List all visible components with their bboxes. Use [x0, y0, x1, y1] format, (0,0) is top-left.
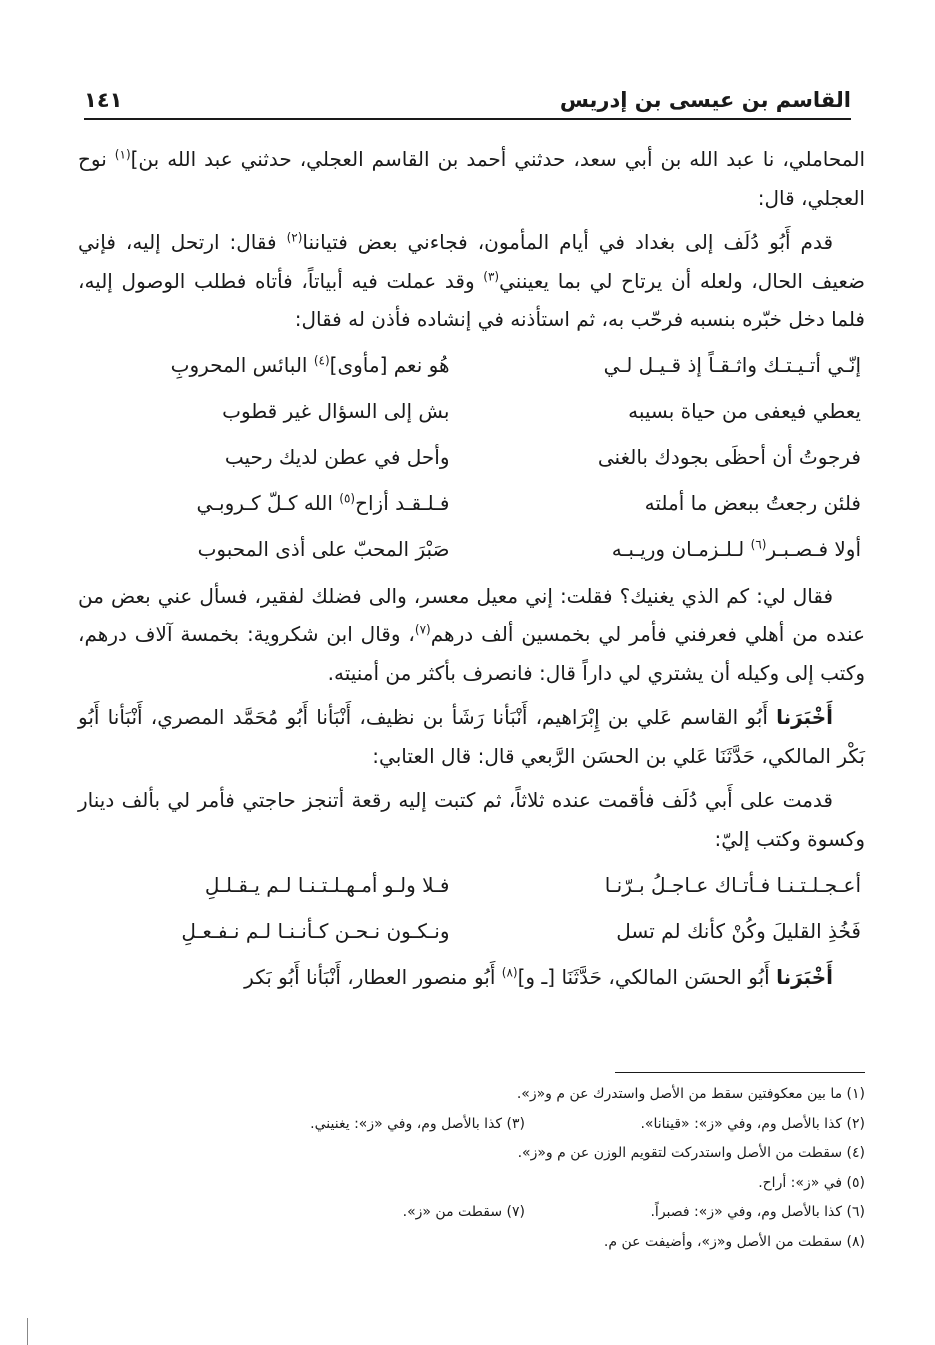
- paragraph-5: [78, 781, 865, 858]
- paragraph-3-text-a: فقال لي: كم الذي يغنيك؟ فقلت: إني معيل معسر، والى فضلك لفقير، فسأل عني بعض من عنده من أهلي فعرفني فأمر لي بخمسين ألف درهم: [78, 583, 865, 646]
- poem-2: [78, 862, 865, 954]
- verse-second-hemistich: فـلا ولـو أمـهـلـتـنـا لـم يـقـلـلِ: [204, 872, 450, 897]
- footnote-row: [84, 1110, 865, 1140]
- footnote-row: [84, 1080, 865, 1110]
- verse: [78, 435, 865, 481]
- footnote-row: [84, 1198, 865, 1228]
- verse-second-hemistich: [78, 346, 472, 385]
- footnote-divider: [615, 1072, 865, 1073]
- footnotes: [84, 1080, 865, 1257]
- akhbarana-keyword: أَخْبَرَنا: [776, 965, 833, 989]
- footnote-ref-8: (٨): [501, 965, 518, 980]
- footnote-ref-6: (٦): [750, 537, 767, 552]
- main-text: [78, 140, 865, 997]
- footnote-ref-3: (٣): [483, 268, 500, 283]
- paragraph-4-text: أَبُو القاسم عَلي بن إِبْرَاهيم، أَنْبَأنا رَشَأ بن نظيف، أَنْبَأنا أَبُو مُحَمَّد المصري، أَنْبَأنا أَبُو بَكْر المالكي، حَدَّثَنَا عَلي بن الحسَن الرَّبعي قال: قال العتابي:: [78, 705, 865, 768]
- paragraph-2-text-b: فقال: ارتحل إليه، فإني ضعيف الحال، ولعله أن يرتاح لي بما يعينني: [78, 230, 865, 293]
- paragraph-1-text-end: نوح العجلي، قال:: [78, 147, 865, 210]
- hemistich-text: لـلـزمـان وريـبـه: [611, 537, 751, 562]
- paragraph-6-text-b: أَبُو منصور العطار، أَنْبَأنا أَبُو بَكر: [244, 965, 502, 989]
- paragraph-3: [78, 577, 865, 693]
- paragraph-1: [78, 140, 865, 217]
- footnote-6: (٦) كذا بالأصل وم، وفي «ز»: فصبراً.: [650, 1204, 865, 1220]
- footnote-1: (١) ما بين معكوفتين سقط من الأصل واستدرك عن م و«ز».: [516, 1086, 865, 1102]
- verse-first-hemistich: يعطي فيعفى من حياة بسيبه: [628, 399, 861, 424]
- verse-first-hemistich: فرجوتُ أن أحظَى بجودك بالغنى: [597, 445, 861, 470]
- verse-second-hemistich: ونـكـون نـحـن كـأنـنـا لـم نـفـعـلِ: [181, 918, 450, 943]
- footnote-row: [84, 1139, 865, 1169]
- hemistich-text: هُو نعم [مأوى]: [329, 353, 450, 378]
- verse-second-hemistich: [78, 484, 472, 523]
- verse: [78, 908, 865, 954]
- verse: [78, 389, 865, 435]
- verse-second-hemistich: صَبْرَ المحبّ على أذى المحبوب: [197, 537, 450, 562]
- paragraph-3-text-b: ، وقال ابن شكروية: بخمسة آلاف درهم، وكتب إلى وكيله أن يشتري لي داراً قال: فانصرف بأكثر من أمنيته.: [78, 622, 865, 685]
- footnote-ref-4: (٤): [313, 353, 330, 368]
- paragraph-6: [78, 958, 865, 997]
- verse: [78, 527, 865, 573]
- verse: [78, 862, 865, 908]
- scan-margin-mark: [27, 1318, 28, 1345]
- footnote-8: (٨) سقطت من الأصل و«ز»، وأضيفت عن م.: [603, 1233, 865, 1250]
- hemistich-text: الله كـلّ كـروبـي: [196, 491, 340, 516]
- footnote-ref-2: (٢): [286, 230, 303, 245]
- footnote-7: (٧) سقطت من «ز».: [402, 1204, 525, 1220]
- paragraph-2-text-c: وقد عملت فيه أبياتاً، فأتاه فطلب الوصول إليه، فلما دخل خبّره بنسبه فرحّب به، ثم استأذنه في إنشاده فأذن له فقال:: [78, 268, 865, 331]
- paragraph-4: [78, 698, 865, 775]
- verse-first-hemistich: إنّـي أتـيـتـك واثـقـاً إذ قـيـل لـي: [603, 353, 861, 378]
- running-title: القاسم بن عيسى بن إدريس: [559, 88, 851, 112]
- footnote-ref-1: (١): [114, 147, 131, 162]
- verse-first-hemistich: فلئن رجعتُ ببعض ما أملته: [644, 491, 861, 516]
- hemistich-text: البائس المحروبِ: [170, 353, 314, 378]
- footnote-2: (٢) كذا بالأصل وم، وفي «ز»: «قينانا».: [640, 1115, 865, 1132]
- poem-1: [78, 343, 865, 573]
- verse-second-hemistich: وأحل في عطن لديك رحيب: [224, 445, 450, 470]
- page-number: ١٤١: [84, 88, 123, 112]
- footnote-ref-5: (٥): [339, 491, 356, 506]
- verse-first-hemistich: فَخُذِ القليلَ وكُنْ كأنك لم تسل: [616, 918, 861, 943]
- verse-first-hemistich: أعـجـلـتـنـا فـأتـاك عـاجـلُ بـرّنـا: [604, 872, 861, 897]
- footnote-ref-7: (٧): [414, 622, 431, 637]
- hemistich-text: أولا فـصـبـر: [766, 537, 861, 562]
- footnote-row: [84, 1228, 865, 1258]
- verse: [78, 343, 865, 389]
- paragraph-6-text-a: أَبُو الحسَن المالكي، حَدَّثَنَا [ـ و]: [517, 965, 777, 989]
- akhbarana-keyword: أَخْبَرَنا: [776, 705, 833, 729]
- footnote-5: (٥) في «ز»: أراح.: [758, 1174, 865, 1191]
- verse-first-hemistich: [472, 530, 866, 569]
- verse-second-hemistich: بش إلى السؤال غير قطوب: [222, 399, 450, 424]
- footnote-row: [84, 1169, 865, 1199]
- verse: [78, 481, 865, 527]
- paragraph-2-text-a: قدم أَبُو دُلَف إلى بغداد في أيام المأمون، فجاءني بعض فتياننا: [302, 230, 834, 254]
- paragraph-2: [78, 223, 865, 339]
- footnote-4: (٤) سقطت من الأصل واستدركت لتقويم الوزن عن م و«ز».: [517, 1145, 865, 1161]
- footnote-3: (٣) كذا بالأصل وم، وفي «ز»: يغنيني.: [310, 1115, 525, 1132]
- paragraph-1-text: المحاملي، نا عبد الله بن أبي سعد، حدثني أحمد بن القاسم العجلي، حدثني عبد الله بن]: [130, 147, 866, 171]
- page-header: [84, 78, 851, 120]
- hemistich-text: فـلـقـد أزاح: [355, 491, 450, 516]
- paragraph-5-text: قدمت على أَبي دُلَف فأقمت عنده ثلاثاً، ثم كتبت إليه رقعة أتنجز حاجتي فأمر لي بألف دينار وكسوة وكتب إليّ:: [78, 788, 865, 851]
